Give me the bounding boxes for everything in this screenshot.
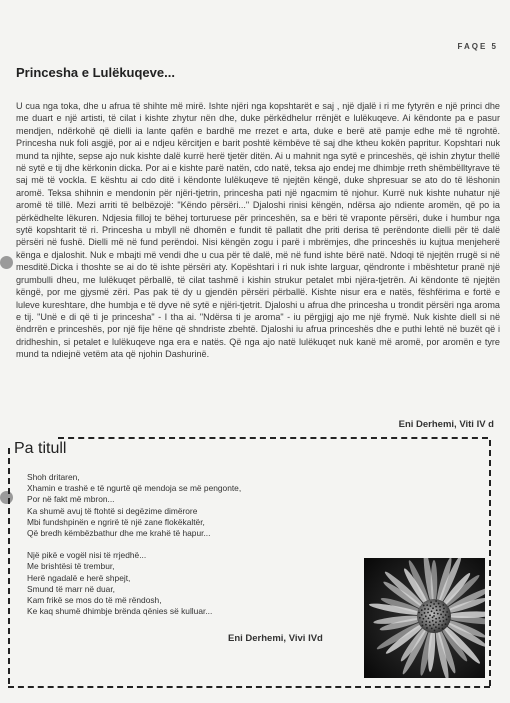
seed-dot xyxy=(422,625,424,627)
poem-line: Mbi fundshpinën e ngrirë të një zane flokëkaltër, xyxy=(27,516,205,527)
seed-dot xyxy=(445,623,447,625)
seed-dot xyxy=(423,618,425,620)
article-title: Princesha e Lulëkuqeve... xyxy=(16,65,175,80)
seed-dot xyxy=(435,606,437,608)
seed-dot xyxy=(429,621,431,623)
flower-photo xyxy=(364,558,485,678)
seed-dot xyxy=(433,615,435,617)
poem-line: Kam frikë se mos do të më rëndosh, xyxy=(27,595,162,606)
seed-dot xyxy=(442,611,444,613)
seed-dot xyxy=(432,607,434,609)
seed-dot xyxy=(439,606,441,608)
poem-title: Pa titull xyxy=(14,440,67,457)
seed-dot xyxy=(446,619,448,621)
seed-dot xyxy=(421,621,423,623)
seed-dot xyxy=(429,614,431,616)
seed-dot xyxy=(435,621,437,623)
poem-line: Me brishtësi të trembur, xyxy=(27,561,115,572)
seed-dot xyxy=(439,620,441,622)
article-signature: Eni Derhemi, Viti IV d xyxy=(398,419,494,430)
page-number-label: FAQE 5 xyxy=(457,42,498,51)
seed-dot xyxy=(427,608,429,610)
seed-dot xyxy=(421,609,423,611)
seed-dot xyxy=(437,613,439,615)
dashed-border-right xyxy=(489,440,491,686)
seed-dot xyxy=(441,624,443,626)
poem-line: Ke kaq shumë dhimbje brënda qënies së kulluar... xyxy=(27,606,213,617)
dashed-border-top xyxy=(58,437,488,439)
seed-dot xyxy=(435,626,437,628)
seed-dot xyxy=(425,615,427,617)
poem-line: Smund të marr në duar, xyxy=(27,583,115,594)
dashed-border-left xyxy=(8,448,10,684)
seed-dot xyxy=(432,616,434,618)
binder-hole-bottom xyxy=(0,491,13,504)
seed-dot xyxy=(438,603,440,605)
seed-dot xyxy=(443,620,445,622)
seed-dot xyxy=(433,624,435,626)
poem-line: Por në fakt më mbron... xyxy=(27,494,115,505)
seed-dot xyxy=(425,624,427,626)
seed-dot xyxy=(431,610,433,612)
seed-dot xyxy=(434,630,436,632)
seed-dot xyxy=(442,604,444,606)
seed-dot xyxy=(446,611,448,613)
seed-dot xyxy=(423,605,425,607)
seed-dot xyxy=(424,612,426,614)
seed-dot xyxy=(435,600,437,602)
stanza-gap xyxy=(27,539,347,550)
seed-dot xyxy=(427,612,429,614)
seed-dot xyxy=(440,614,442,616)
seed-dot xyxy=(438,628,440,630)
poem-signature: Eni Derhemi, Vivi IVd xyxy=(228,633,323,644)
seed-dot xyxy=(428,617,430,619)
seed-dot xyxy=(424,608,426,610)
seed-dot xyxy=(438,624,440,626)
seed-dot xyxy=(425,620,427,622)
seed-dot xyxy=(435,618,437,620)
seed-dot xyxy=(442,616,444,618)
seed-dot xyxy=(443,608,445,610)
poem-line: Që bredh këmbëzbathur dhe me krahë të hapur... xyxy=(27,528,211,539)
article-body: U cua nga toka, dhe u afrua të shihte më mirë. Ishte njëri nga kopshtarët e saj , një djalë i ri me fytyrën e një princi dhe me duart e një artisti, të cilat i kishte zhytur nën dhe, duke përkëdhelur rrënjët e lulëkuqeve. Ai këndonte pa e pasur mendjen, ndërkohë që dielli ia lante qafën e bardhë me rrezet e arta, duke e berë atë pamje edhe më të ngrohtë. Princesha nuk foli asgjë, por ai e ndjeu kërcitjen e barit poshtë këmbëve të saj dhe ktheu kokën papritur. Kopshtari nuk mund ta njihte, sepse ajo nuk kishte dalë kurrë herë tjetër ditën. Ai u mahnit nga sytë e princeshës, që ishin zhytur thellë në sytë e tij dhe kërkonin dicka. Por ai e kishte parë natën, cdo natë, teksa ajo endej me dhimbje rreth shëmbëlltyrave të saj më të vockla. E kështu ai cdo ditë i këndonte lulëkuqeve të njejtën këngë, duke shpresuar se ato do të lëshonin aromë. Teksa shihnin e mendonin për njëri-tjetrin, princesha pati një ngacmim të njohur. Kurrë nuk kishte nuhatur një aromë të tillë. Mezi arriti të belbëzojë: "Këndo përsëri..." Djaloshi rinisi këngën, ndërsa ajo ndiente aromën, që po ia përkëdhelte lëkuren. Ndjesia filloj te bëhej torturuese për princeshën, sa e bëri të vraponte përsëri, duke i humbur nga sytë kopshtarit të ri. Princesha u mbyll në dhomën e fundit të pallatit dhe priti derisa të perëndonte dielli për të dalë përsëri në fushë. Dielli më në fund perëndoi. Nisi këngën zogu i parë i mbrëmjes, dhe princeshës iu kujtua menjeherë kënga e djaloshit. Nuk e mbajti më vendi dhe u cua për të dalë, më në fund ishte bërë natë. Ndoqi të njejtën rrugë si në mesditë.Dicka i thoshte se ai do të ishte përsëri aty. Kopështari i ri nuk ishte larguar, qëndronte i mbështetur pranë një grumbulli dheu, me lulëkuqet përballë, të cilat tashmë i kishin strukur petalet mbi njëra-tjetrën. Ai këndonte të njejtën këngë, por me gjysmë zëri. Pas pak të dy u gjendën përsëri përballë. Kishte nisur era e natës, fëshfërima e fortë e luleve kureshtare, dhe humbja e të dyve në sytë e njëri-tjetrit. Djaloshi u afrua dhe princesha u trondit përsëri nga aroma e tij. "Unë e di që ti je princesha" - I tha ai. "Ndërsa ti je aroma" - iu përgjigj ajo me një frymë. Nuk kishte diell si në ëndrrën e princeshës, por një fije hëne që shndriste zbehtë. Djaloshi iu afrua princeshës dhe e puthi lehtë në buzët që i dridheshin, si petalet e lulëkuqeve nga era e natës. Që nga ajo natë lulëkuqet nuk kanë më aromë, por aromën e tyre mund ta ndiejnë vetëm ata që njohin Dashurinë. xyxy=(16,101,500,360)
seed-dot xyxy=(438,617,440,619)
seed-dot xyxy=(419,617,421,619)
seed-dot xyxy=(426,604,428,606)
seed-dot xyxy=(442,628,444,630)
seed-dot xyxy=(430,601,432,603)
seed-dot xyxy=(429,625,431,627)
seed-dot xyxy=(431,628,433,630)
seed-dot xyxy=(433,603,435,605)
poem-line: Ka shumë avuj të ftohtë si degëzime dimërore xyxy=(27,505,198,516)
seed-dot xyxy=(426,627,428,629)
seed-dot xyxy=(439,609,441,611)
seed-dot xyxy=(432,620,434,622)
seed-dot xyxy=(421,614,423,616)
poem-line: Xhamin e trashë e të ngurtë që mendoja se më pengonte, xyxy=(27,483,242,494)
poem-line: Shoh dritaren, xyxy=(27,472,80,482)
seed-dot xyxy=(430,605,432,607)
dashed-border-bottom xyxy=(8,686,490,688)
poem-text xyxy=(27,472,347,617)
seed-dot xyxy=(418,612,420,614)
seed-dot xyxy=(445,614,447,616)
daisy-image xyxy=(364,558,485,678)
poem-line: Një pikë e vogël nisi të rrjedhë... xyxy=(27,550,147,561)
seed-dot xyxy=(433,612,435,614)
binder-hole-top xyxy=(0,256,13,269)
poem-line: Herë ngadalë e herë shpejt, xyxy=(27,572,131,583)
seed-dot xyxy=(448,616,450,618)
seed-dot xyxy=(436,609,438,611)
